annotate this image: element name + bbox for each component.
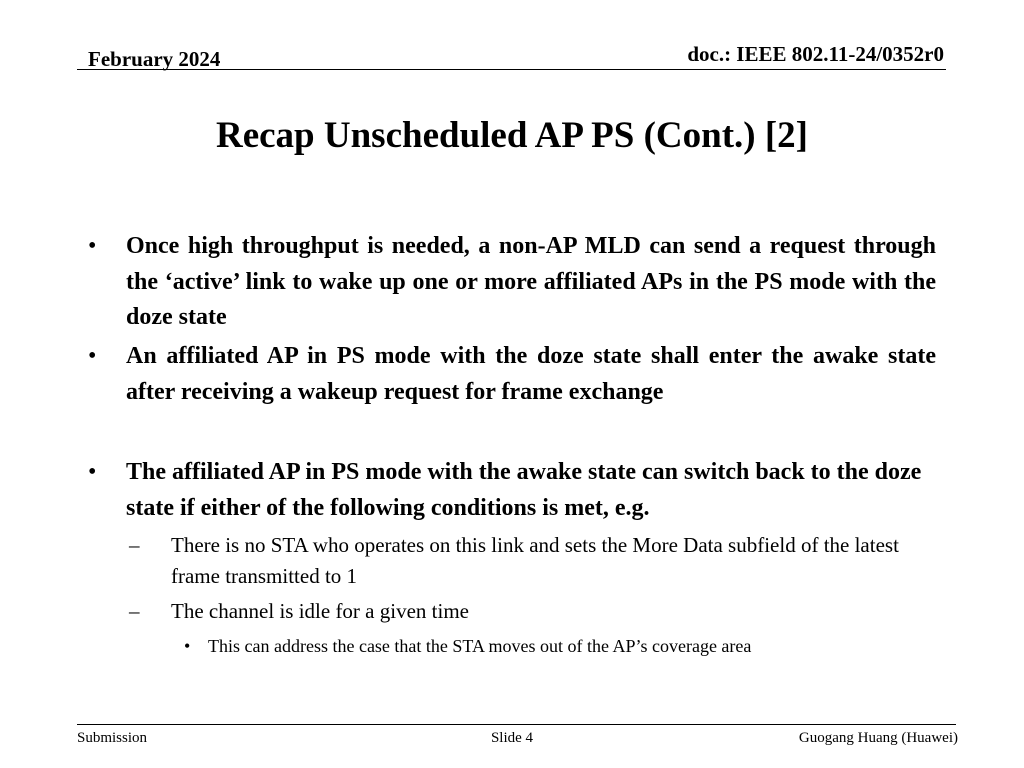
- bullet-marker: •: [88, 233, 97, 259]
- bullet-item: [88, 455, 938, 526]
- sub-sub-bullet-item: [184, 633, 948, 659]
- bullet-text: An affiliated AP in PS mode with the doze state shall enter the awake state after receiving a wakeup request for frame exchange: [126, 343, 936, 405]
- footer-divider: [77, 724, 956, 725]
- sub-bullet-item: [129, 596, 941, 627]
- slide-title: Recap Unscheduled AP PS (Cont.) [2]: [215, 115, 809, 156]
- header-divider: [77, 69, 946, 70]
- bullet-text: The affiliated AP in PS mode with the awake state can switch back to the doze state if either of the following conditions is met, e.g.: [126, 459, 922, 521]
- sub-sub-bullet-marker: •: [184, 636, 191, 656]
- header-doc-id: doc.: IEEE 802.11-24/0352r0: [687, 42, 944, 66]
- bullet-text: Once high throughput is needed, a non-AP MLD can send a request through the ‘active’ link to wake up one or more affiliated APs in the PS mode with the doze state: [126, 233, 936, 330]
- footer-submission: Submission: [77, 730, 148, 746]
- bullet-item: [88, 339, 936, 410]
- sub-bullet-text: There is no STA who operates on this link and sets the More Data subfield of the latest frame transmitted to 1: [171, 533, 899, 588]
- bullet-marker: •: [88, 343, 97, 369]
- sub-sub-bullet-text: This can address the case that the STA moves out of the AP’s coverage area: [208, 636, 752, 656]
- bullet-marker: •: [88, 459, 97, 485]
- bullet-item: [88, 229, 936, 336]
- sub-bullet-text: The channel is idle for a given time: [171, 599, 469, 623]
- sub-bullet-marker: –: [129, 533, 140, 557]
- header-date: February 2024: [88, 47, 221, 71]
- sub-bullet-item: [129, 530, 941, 592]
- sub-bullet-marker: –: [129, 599, 140, 623]
- footer-slide-number: Slide 4: [490, 730, 534, 746]
- footer-author: Guogang Huang (Huawei): [798, 730, 958, 746]
